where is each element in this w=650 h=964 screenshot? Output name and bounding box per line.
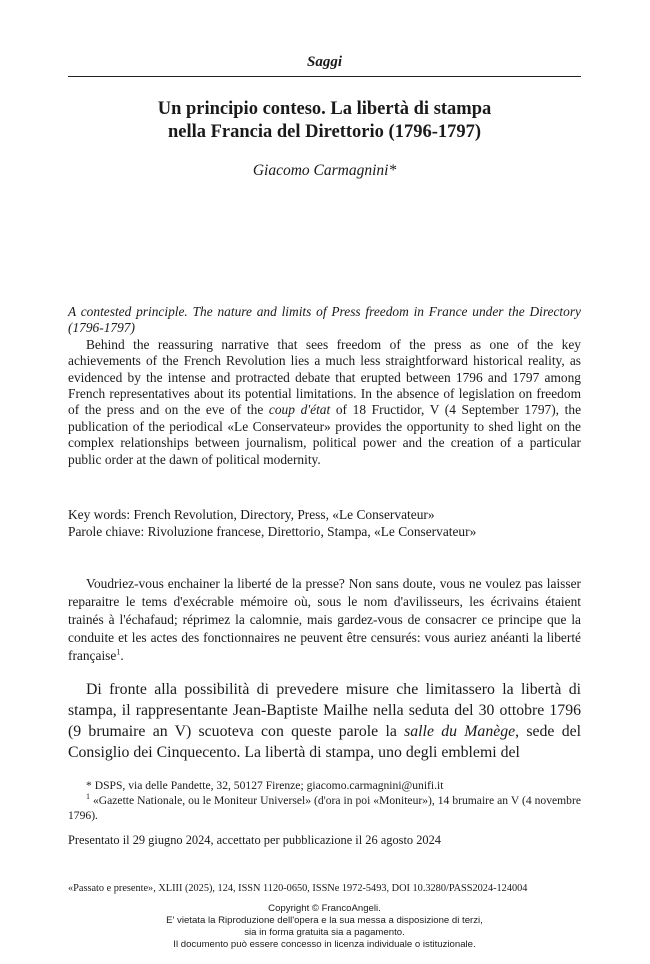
abstract-text-italic: coup d'état (268, 402, 331, 418)
keywords-italian: Parole chiave: Rivoluzione francese, Direttorio, Stampa, «Le Conservateur» (68, 524, 477, 539)
copyright-line-4: Il documento può essere concesso in licenza individuale o istituzionale. (173, 939, 476, 950)
section-label: Saggi (306, 54, 342, 70)
footnote-1-text: «Gazette Nationale, ou le Moniteur Universel» (d'ora in poi «Moniteur»), 14 brumaire an V (4 novembre 1796). (68, 794, 581, 822)
header-rule (68, 76, 581, 77)
copyright-notice (68, 903, 581, 951)
abstract-text (68, 337, 581, 468)
main-text-part2: , sede del Consiglio dei Cinquecento. La libertà di stampa, uno degli emblemi del (68, 723, 581, 761)
footnote-ref-1[interactable]: 1 (116, 647, 121, 657)
title-line-1: Un principio conteso. La libertà di stampa (157, 99, 492, 119)
main-text-part1: Di fronte alla possibilità di prevedere misure che limitassero la libertà di stampa, il rappresentante Jean-Baptiste Mailhe nella seduta del 30 ottobre 1796 (9 brumaire an V) scuoteva con queste parole la (68, 681, 581, 740)
article-title (68, 98, 581, 144)
keywords-english: Key words: French Revolution, Directory, Press, «Le Conservateur» (68, 507, 435, 522)
footnotes (68, 778, 581, 823)
received-dates: Presentato il 29 giugno 2024, accettato per pubblicazione il 26 agosto 2024 (68, 833, 442, 847)
epigraph-quote: Voudriez-vous enchainer la liberté de la presse? Non sans doute, vous ne voulez pas laisser reparaitre le tems d'exécrable mémoire où, sous le nom d'avilisseurs, les écrivains étaient trainés à l'échafaud; réprimez la calomnie, mais gardez-vous de consacrer ce principe que la conduite et les actes des fonctionnaires ne peuvent être censurés: vous auriez anéanti la liberté française$^1$. (68, 576, 581, 663)
main-text (68, 679, 581, 763)
footnote-1 (68, 793, 581, 823)
footnote-1-marker: 1 (86, 792, 90, 802)
abstract-text-part1: Behind the reassuring narrative that sees freedom of the press as one of the key achievements of the French Revolution lies a much less straightforward historical reality, as evidenced by the intense and protracted debate that erupted between 1796 and 1797 among French representatives about its potential limitations. In the absence of legislation on freedom of the press and on the eve of the (68, 336, 581, 418)
abstract (68, 304, 581, 468)
keywords (68, 506, 581, 540)
abstract-english-title: A contested principle. The nature and limits of Press freedom in France under the Directory (1796-1797) (68, 304, 581, 336)
author-name: Giacomo Carmagnini* (252, 162, 397, 179)
main-text-italic: salle du Manège (404, 723, 516, 740)
copyright-line-3: sia in forma gratuita sia a pagamento. (244, 927, 405, 938)
epigraph-text: Voudriez-vous enchainer la liberté de la presse? Non sans doute, vous ne voulez pas laisser reparaitre le tems d'exécrable mémoire où, sous le nom d'avilisseurs, les écrivains étaient trainés à l'échafaud; réprimez la calomnie, mais gardez-vous de consacrer ce principe que la conduite et les actes des fonctionnaires ne peuvent être censurés: vous auriez anéanti la liberté française (68, 576, 581, 663)
copyright-line-1: Copyright © FrancoAngeli. (268, 903, 381, 914)
footnote-affiliation: * DSPS, via delle Pandette, 32, 50127 Firenze; giacomo.carmagnini@unifi.it (86, 779, 444, 792)
copyright-line-2: E' vietata la Riproduzione dell'opera e la sua messa a disposizione di terzi, (166, 915, 483, 926)
journal-citation: «Passato e presente», XLIII (2025), 124, ISSN 1120-0650, ISSNe 1972-5493, DOI 10.3280/PASS2024-124004 (68, 883, 528, 894)
title-line-2: nella Francia del Direttorio (1796-1797) (167, 122, 482, 142)
abstract-text-part2: of 18 Fructidor, V (4 September 1797), the publication of the periodical «Le Conservateur» provides the opportunity to shed light on the complex relationships between journalism, political power and the creation of a particular public order at the dawn of political modernity. (68, 402, 582, 467)
